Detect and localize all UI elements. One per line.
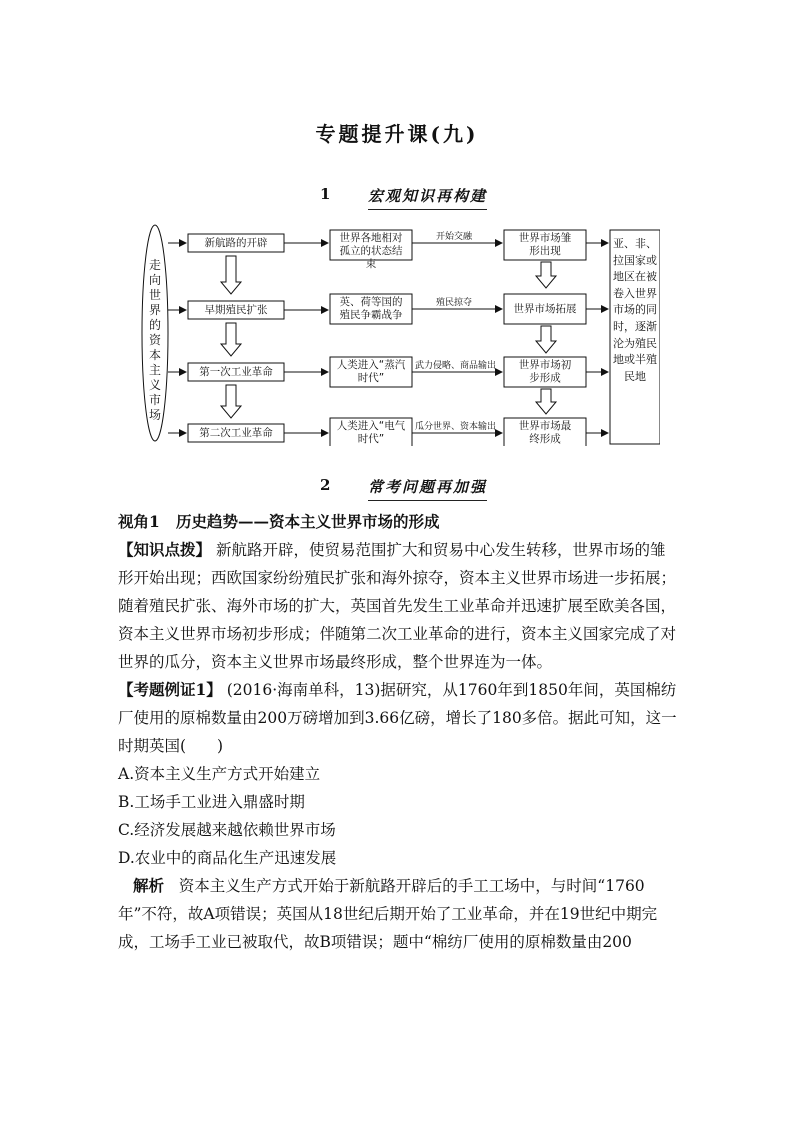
result-box: 亚、非、拉国家或地区在被卷入世界市场的同时，逐渐沦为殖民地或半殖民地 <box>613 237 657 383</box>
knowledge-flow-diagram <box>140 220 660 446</box>
flow-box-col1: 早期殖民扩张 <box>204 304 268 316</box>
flow-box-col3: 世界市场雏形出现 <box>518 232 572 257</box>
example-paragraph <box>118 676 678 760</box>
page-title: 专题提升课(九) <box>315 122 479 146</box>
perspective-heading <box>118 508 678 536</box>
flow-box-col2: 世界各地相对孤立的状态结束 <box>339 232 403 270</box>
section-header-1 <box>300 185 490 211</box>
flow-box-col2: 英、荷等国的殖民争霸战争 <box>339 296 403 321</box>
section-number: 2 <box>320 476 331 494</box>
example-text: (2016·海南单科，13)据研究，从1760年到1850年间，英国棉纺厂使用的原棉数量由200万磅增加到3.66亿磅，增长了180多倍。据此可知，这一时期英国( ) <box>118 681 677 755</box>
flow-box-col1: 第二次工业革命 <box>199 427 273 439</box>
option-a: A.资本主义生产方式开始建立 <box>118 765 321 783</box>
flow-box-col3: 世界市场最终形成 <box>518 420 572 445</box>
flow-box-col3: 世界市场初步形成 <box>518 359 572 384</box>
content-body <box>118 508 678 956</box>
flow-box-col2: 人类进入“电气时代” <box>336 420 406 445</box>
flow-box-col3: 世界市场拓展 <box>513 303 577 315</box>
option-b: B.工场手工业进入鼎盛时期 <box>118 793 305 811</box>
example-tag: 【考题例证1】 <box>118 680 222 699</box>
arrow-label: 殖民掠夺 <box>436 298 473 308</box>
option-c: C.经济发展越来越依赖世界市场 <box>118 821 336 839</box>
flow-box-col1: 第一次工业革命 <box>199 366 273 378</box>
flow-box-col1: 新航路的开辟 <box>204 237 268 249</box>
analysis-text: 资本主义生产方式开始于新航路开辟后的手工工场中，与时间“1760年”不符，故A项错误；英国从18世纪后期开始了工业革命，并在19世纪中期完成，工场手工业已被取代，故B项错误；题中“棉纺厂使用的原棉数量由200 <box>118 877 658 951</box>
heading-prefix: 视角1 <box>118 512 160 531</box>
flow-box-col2: 人类进入“蒸汽时代” <box>336 359 406 384</box>
knowledge-text: 新航路开辟，使贸易范围扩大和贸易中心发生转移，世界市场的雏形开始出现；西欧国家纷纷殖民扩张和海外掠夺，资本主义世界市场进一步拓展；随着殖民扩张、海外市场的扩大，英国首先发生工业革命并迅速扩展至欧美各国，资本主义世界市场初步形成；伴随第二次工业革命的进行，资本主义国家完成了对世界的瓜分，资本主义世界市场最终形成，整个世界连为一体。 <box>118 541 677 671</box>
section-label: 宏观知识再构建 <box>368 185 487 210</box>
oval-label: 走向世界的资本主义市场 <box>148 258 161 422</box>
heading-text: 历史趋势——资本主义世界市场的形成 <box>176 512 440 531</box>
option-d: D.农业中的商品化生产迅速发展 <box>118 849 337 867</box>
arrow-label: 瓜分世界、资本输出 <box>415 422 497 432</box>
section-number: 1 <box>320 185 331 203</box>
knowledge-tag: 【知识点拨】 <box>118 540 212 559</box>
analysis-tag: 解析 <box>133 876 165 895</box>
section-header-2 <box>300 476 490 502</box>
arrow-label: 武力侵略、商品输出 <box>415 361 497 371</box>
section-label: 常考问题再加强 <box>368 476 487 501</box>
analysis-paragraph <box>118 872 678 956</box>
knowledge-paragraph <box>118 536 678 676</box>
arrow-label: 开始交融 <box>436 232 473 242</box>
